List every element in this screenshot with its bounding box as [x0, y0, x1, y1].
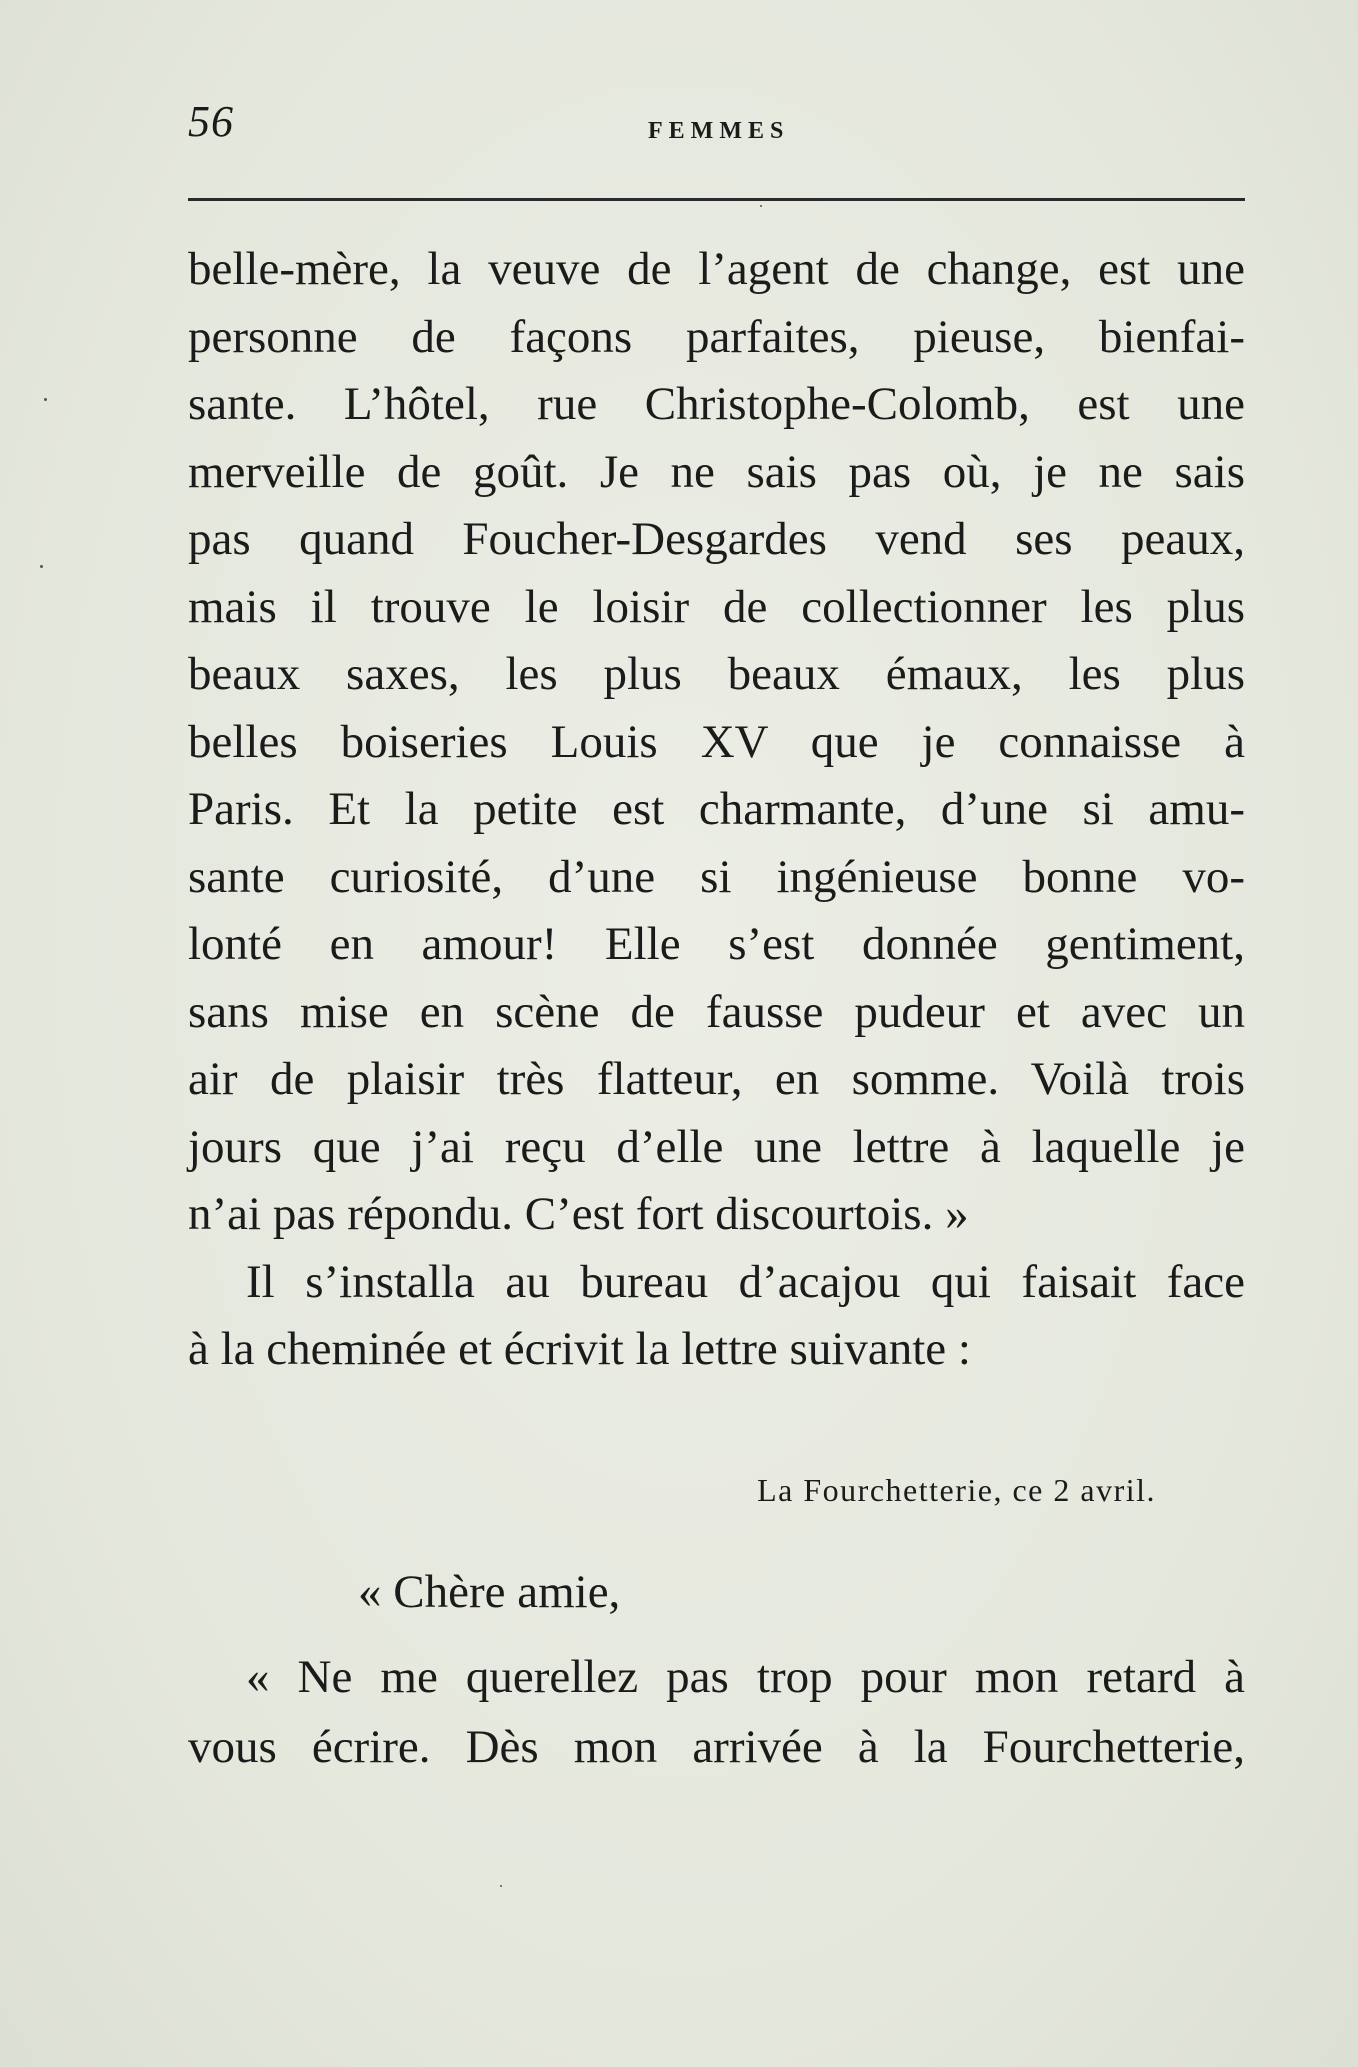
header-rule [188, 198, 1245, 201]
paper-speck [760, 205, 762, 207]
paper-speck [500, 1885, 502, 1887]
text-line: mais il trouve le loisir de collectionner les plus [188, 580, 1245, 633]
text-line: vous écrire. Dès mon arrivée à la Fourchetterie, [188, 1721, 1245, 1773]
paper-speck [44, 398, 47, 401]
text-line: « Ne me querellez pas trop pour mon retard à [246, 1651, 1245, 1703]
text-line: Il s’installa au bureau d’acajou qui faisait face [246, 1255, 1245, 1308]
text-line: jours que j’ai reçu d’elle une lettre à laquelle je [188, 1120, 1245, 1173]
letter-body [188, 1642, 1245, 1782]
text-line: pas quand Foucher-Desgardes vend ses peaux, [188, 513, 1245, 565]
text-line: sans mise en scène de fausse pudeur et avec un [188, 985, 1245, 1038]
text-line: personne de façons parfaites, pieuse, bienfai- [188, 310, 1245, 363]
text-line: sante. L’hôtel, rue Christophe-Colomb, est une [188, 378, 1245, 430]
text-line: belles boiseries Louis XV que je connaisse à [188, 715, 1245, 768]
text-line: belle-mère, la veuve de l’agent de change, est une [188, 243, 1245, 295]
letter-dateline: La Fourchetterie, ce 2 avril. [757, 1472, 1156, 1508]
text-line: n’ai pas répondu. C’est fort discourtois. » [188, 1188, 969, 1240]
page-header [188, 96, 1245, 156]
text-line: lonté en amour! Elle s’est donnée gentiment, [188, 918, 1245, 970]
text-line: sante curiosité, d’une si ingénieuse bonne vo- [188, 850, 1245, 903]
running-title: FEMMES [648, 118, 790, 144]
text-line: à la cheminée et écrivit la lettre suivante : [188, 1323, 971, 1375]
page-number: 56 [188, 97, 234, 146]
body-text [188, 236, 1245, 1384]
letter-salutation: « Chère amie, [358, 1566, 621, 1618]
text-line: Paris. Et la petite est charmante, d’une si amu- [188, 783, 1245, 835]
text-line: merveille de goût. Je ne sais pas où, je ne sais [188, 445, 1245, 498]
text-line: air de plaisir très flatteur, en somme. Voilà trois [188, 1053, 1245, 1105]
text-line: beaux saxes, les plus beaux émaux, les plus [188, 648, 1245, 700]
paper-speck [40, 565, 43, 568]
